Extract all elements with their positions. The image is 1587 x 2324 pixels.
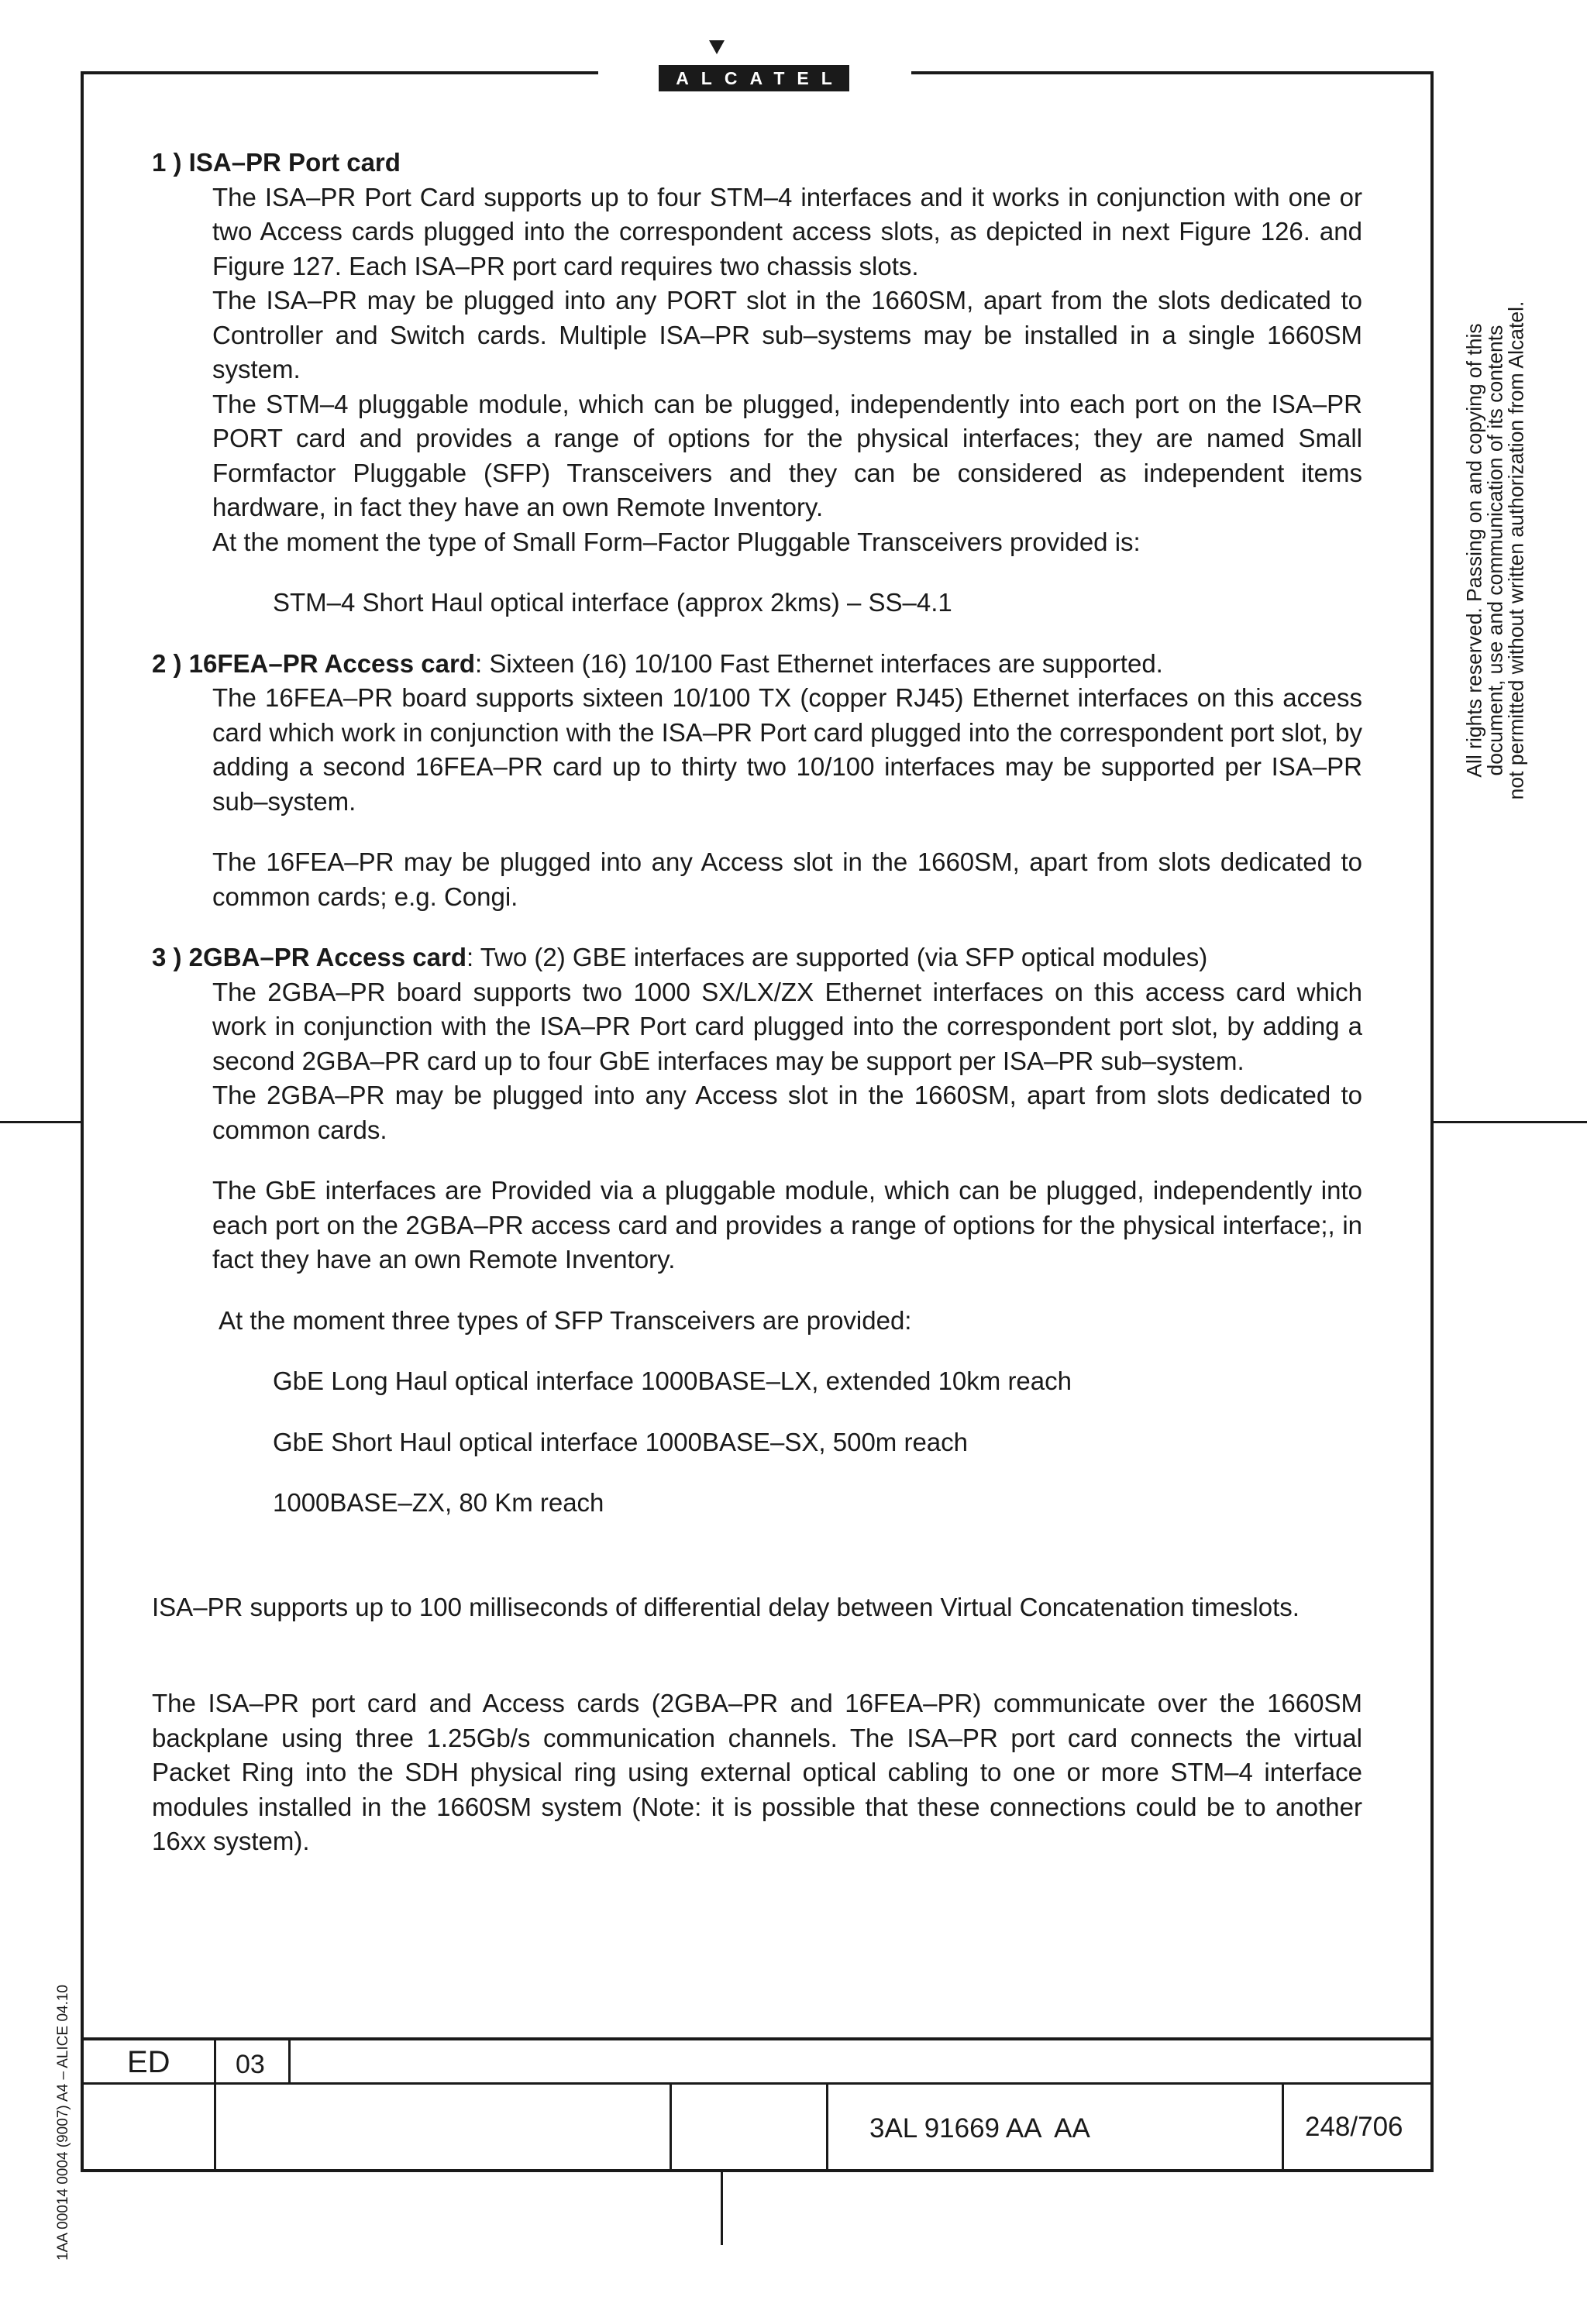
copyright-line: not permitted without written authorization from Alcatel.	[1504, 301, 1528, 800]
section-2-heading: 2 ) 16FEA–PR Access card: Sixteen (16) 10/100 Fast Ethernet interfaces are supported.	[152, 648, 1163, 678]
logo-arrow-icon	[709, 40, 725, 54]
document-code: 3AL 91669 AA AA	[869, 2113, 1090, 2144]
section-1-list-item: STM–4 Short Haul optical interface (approx 2kms) – SS–4.1	[273, 588, 952, 617]
fold-mark-right	[1432, 1121, 1587, 1123]
section-3-paragraph: The 2GBA–PR board supports two 1000 SX/LX/ZX Ethernet interfaces on this access card which work in conjunction with the ISA–PR Port card plugged into the correspondent port slot, by adding a second 2GBA–PR card up to four GbE interfaces may be support per ISA–PR sub–system.	[212, 977, 1362, 1075]
footer-divider	[288, 2037, 291, 2084]
section-2-paragraph: The 16FEA–PR may be plugged into any Access slot in the 1660SM, apart from slots dedicated to common cards; e.g. Congi.	[212, 847, 1362, 911]
edition-value: 03	[236, 2050, 265, 2079]
section-3-list-item: GbE Long Haul optical interface 1000BASE–LX, extended 10km reach	[273, 1367, 1072, 1395]
footer-bottom-line	[81, 2169, 1434, 2172]
binding-mark	[721, 2171, 723, 2245]
section-3-paragraph: The GbE interfaces are Provided via a pluggable module, which can be plugged, independently into each port on the 2GBA–PR access card and provides a range of options for the physical interface;, in fact they have an own Remote Inventory.	[212, 1176, 1362, 1274]
fold-mark-left	[0, 1121, 82, 1123]
closing-paragraph: ISA–PR supports up to 100 milliseconds of differential delay between Virtual Concatenation timeslots.	[152, 1592, 1300, 1621]
closing-paragraph: The ISA–PR port card and Access cards (2GBA–PR and 16FEA–PR) communicate over the 1660SM backplane using three 1.25Gb/s communication channels. The ISA–PR port card connects the virtual Packet Ring into the SDH physical ring using external optical cabling to one or more STM–4 interface modules installed in the 1660SM system (Note: it is possible that these connections could be to another 16xx system).	[152, 1689, 1362, 1855]
footer-divider	[826, 2082, 828, 2171]
section-1-paragraph: The STM–4 pluggable module, which can be plugged, independently into each port on the ISA–PR PORT card and provides a range of options for the physical interfaces; they are named Small Formfactor Pluggable (SFP) Transceivers and they can be considered as independent items hardware, in fact they have an own Remote Inventory.	[212, 389, 1362, 521]
footer-mid-line	[81, 2082, 1434, 2085]
footer-divider	[1282, 2082, 1284, 2171]
section-1-heading: 1 ) ISA–PR Port card	[152, 148, 401, 177]
page-number: 248/706	[1305, 2112, 1403, 2142]
footer-divider	[214, 2037, 216, 2171]
section-2-paragraph: The 16FEA–PR board supports sixteen 10/100 TX (copper RJ45) Ethernet interfaces on this access card which work in conjunction with the ISA–PR Port card plugged into the correspondent port slot, by adding a second 16FEA–PR card up to thirty two 10/100 interfaces may be supported per ISA–PR sub–system.	[212, 683, 1362, 816]
footer-divider	[670, 2082, 672, 2171]
copyright-line: document, use and communication of its contents	[1483, 325, 1507, 776]
section-1-paragraph: The ISA–PR Port Card supports up to four STM–4 interfaces and it works in conjunction with one or two Access cards plugged into the correspondent access slots, as depicted in next Figure 126. and Figure 127. Each ISA–PR port card requires two chassis slots.	[212, 182, 1362, 280]
frame-top-right	[911, 71, 1434, 74]
section-1-paragraph: The ISA–PR may be plugged into any PORT slot in the 1660SM, apart from the slots dedicated to Controller and Switch cards. Multiple ISA–PR sub–systems may be installed in a single 1660SM system.	[212, 286, 1362, 383]
section-3-list-item: 1000BASE–ZX, 80 Km reach	[273, 1488, 604, 1517]
section-3-heading: 3 ) 2GBA–PR Access card: Two (2) GBE interfaces are supported (via SFP optical modules)	[152, 943, 1208, 971]
section-3-paragraph: The 2GBA–PR may be plugged into any Access slot in the 1660SM, apart from slots dedicated to common cards.	[212, 1081, 1362, 1144]
frame-top-left	[81, 71, 598, 74]
edition-label: ED	[127, 2045, 170, 2079]
section-3-list-intro: At the moment three types of SFP Transceivers are provided:	[219, 1305, 912, 1335]
section-3-list-item: GbE Short Haul optical interface 1000BASE–SX, 500m reach	[273, 1427, 969, 1456]
copyright-line: All rights reserved. Passing on and copying of this	[1462, 323, 1486, 778]
form-code-text: 1AA 00014 0004 (9007) A4 – ALICE 04.10	[55, 1985, 71, 2261]
page-body	[152, 146, 1362, 1859]
alcatel-logo: ALCATEL	[659, 65, 849, 91]
section-1-paragraph: At the moment the type of Small Form–Factor Pluggable Transceivers provided is:	[212, 527, 1141, 556]
footer-top-line	[81, 2037, 1434, 2040]
